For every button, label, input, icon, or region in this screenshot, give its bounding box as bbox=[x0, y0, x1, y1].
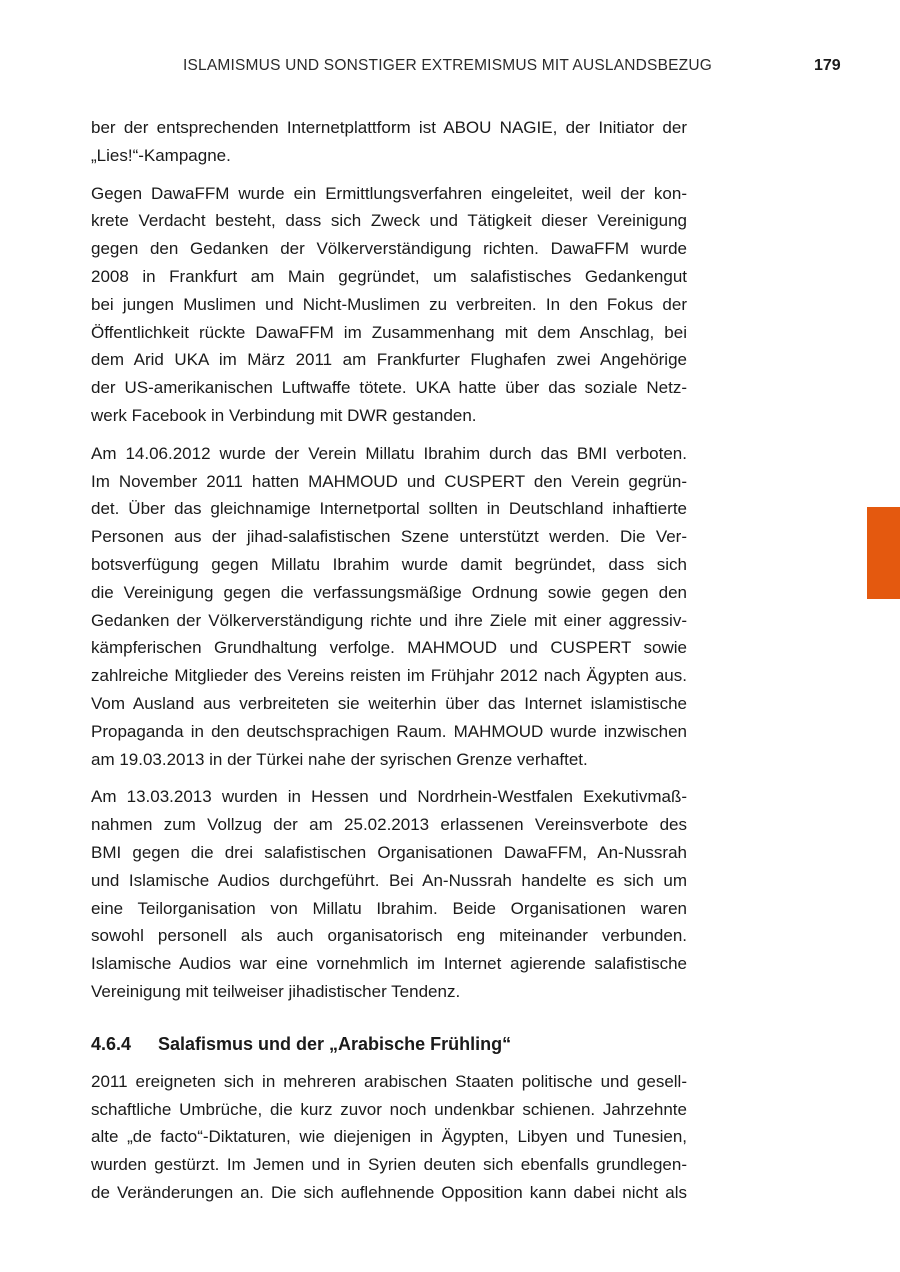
text-line: Personen aus der jihad-salafistischen Szene unterstützt werden. Die Ver- bbox=[91, 527, 687, 547]
text-line: Propaganda in den deutschsprachigen Raum. MAHMOUD wurde inzwischen bbox=[91, 721, 687, 741]
text-line: sowohl personell als auch organisatorisch eng miteinander verbunden. bbox=[91, 926, 687, 946]
text-line: zahlreiche Mitglieder des Vereins reisten im Frühjahr 2012 nach Ägypten aus. bbox=[91, 666, 687, 686]
running-header: ISLAMISMUS UND SONSTIGER EXTREMISMUS MIT AUSLANDSBEZUG bbox=[183, 57, 712, 74]
chapter-side-tab bbox=[867, 507, 900, 599]
text-line: am 19.03.2013 in der Türkei nahe der syrischen Grenze verhaftet. bbox=[91, 749, 588, 769]
text-line: Im November 2011 hatten MAHMOUD und CUSPERT den Verein gegrün- bbox=[91, 471, 687, 491]
text-line: BMI gegen die drei salafistischen Organisationen DawaFFM, An-Nussrah bbox=[91, 842, 687, 862]
text-line: Gedanken der Völkerverständigung richte und ihre Ziele mit einer aggressiv- bbox=[91, 610, 687, 630]
text-line: ber der entsprechenden Internetplattform ist ABOU NAGIE, der Initiator der bbox=[91, 118, 687, 137]
text-line: krete Verdacht besteht, dass sich Zweck und Tätigkeit dieser Vereinigung bbox=[91, 211, 687, 231]
text-line: alte „de facto“-Diktaturen, wie diejenigen in Ägypten, Libyen und Tunesien, bbox=[91, 1127, 687, 1147]
text-line: de Veränderungen an. Die sich auflehnende Opposition kann dabei nicht als bbox=[91, 1182, 687, 1202]
paragraph bbox=[91, 783, 687, 1005]
paragraph bbox=[91, 114, 687, 170]
text-line: Gegen DawaFFM wurde ein Ermittlungsverfahren eingeleitet, weil der kon- bbox=[91, 183, 687, 203]
section-title: Salafismus und der „Arabische Frühling“ bbox=[158, 1033, 512, 1054]
text-line: Islamische Audios war eine vornehmlich im Internet agierende salafistische bbox=[91, 954, 687, 974]
text-line: eine Teilorganisation von Millatu Ibrahim. Beide Organisationen waren bbox=[91, 898, 687, 918]
paragraph bbox=[91, 440, 687, 774]
page-number: 179 bbox=[814, 57, 841, 74]
text-line: schaftliche Umbrüche, die kurz zuvor noch undenkbar schienen. Jahrzehnte bbox=[91, 1099, 687, 1119]
text-line: werk Facebook in Verbindung mit DWR gestanden. bbox=[91, 405, 477, 425]
text-line: „Lies!“-Kampagne. bbox=[91, 145, 231, 165]
text-line: nahmen zum Vollzug der am 25.02.2013 erlassenen Vereinsverbote des bbox=[91, 815, 687, 835]
text-line: gegen den Gedanken der Völkerverständigung richten. DawaFFM wurde bbox=[91, 239, 687, 259]
text-line: Vom Ausland aus verbreiteten sie weiterhin über das Internet islamistische bbox=[91, 693, 687, 713]
text-line: Am 14.06.2012 wurde der Verein Millatu Ibrahim durch das BMI verboten. bbox=[91, 443, 687, 463]
text-line: det. Über das gleichnamige Internetportal sollten in Deutschland inhaftierte bbox=[91, 499, 687, 519]
section-number: 4.6.4 bbox=[91, 1033, 132, 1054]
text-line: botsverfügung gegen Millatu Ibrahim wurde damit begründet, dass sich bbox=[91, 554, 687, 574]
section-heading bbox=[91, 1030, 687, 1058]
page-body bbox=[91, 114, 687, 1217]
text-line: der US-amerikanischen Luftwaffe tötete. UKA hatte über das soziale Netz- bbox=[91, 378, 687, 398]
paragraph bbox=[91, 1068, 687, 1207]
text-line: Vereinigung mit teilweiser jihadistischer Tendenz. bbox=[91, 981, 461, 1001]
text-line: dem Arid UKA im März 2011 am Frankfurter Flughafen zwei Angehörige bbox=[91, 350, 687, 370]
text-line: und Islamische Audios durchgeführt. Bei An-Nussrah handelte es sich um bbox=[91, 870, 687, 890]
text-line: bei jungen Muslimen und Nicht-Muslimen zu verbreiten. In den Fokus der bbox=[91, 294, 687, 314]
text-line: Öffentlichkeit rückte DawaFFM im Zusammenhang mit dem Anschlag, bei bbox=[91, 322, 687, 342]
text-line: 2008 in Frankfurt am Main gegründet, um salafistisches Gedankengut bbox=[91, 266, 687, 286]
text-line: wurden gestürzt. Im Jemen und in Syrien deuten sich ebenfalls grundlegen- bbox=[91, 1155, 687, 1175]
paragraph bbox=[91, 180, 687, 430]
text-line: 2011 ereigneten sich in mehreren arabischen Staaten politische und gesell- bbox=[91, 1071, 687, 1091]
text-line: die Vereinigung gegen die verfassungsmäßige Ordnung sowie gegen den bbox=[91, 582, 687, 602]
text-line: Am 13.03.2013 wurden in Hessen und Nordrhein-Westfalen Exekutivmaß- bbox=[91, 787, 687, 807]
text-line: kämpferischen Grundhaltung verfolge. MAHMOUD und CUSPERT sowie bbox=[91, 638, 687, 658]
